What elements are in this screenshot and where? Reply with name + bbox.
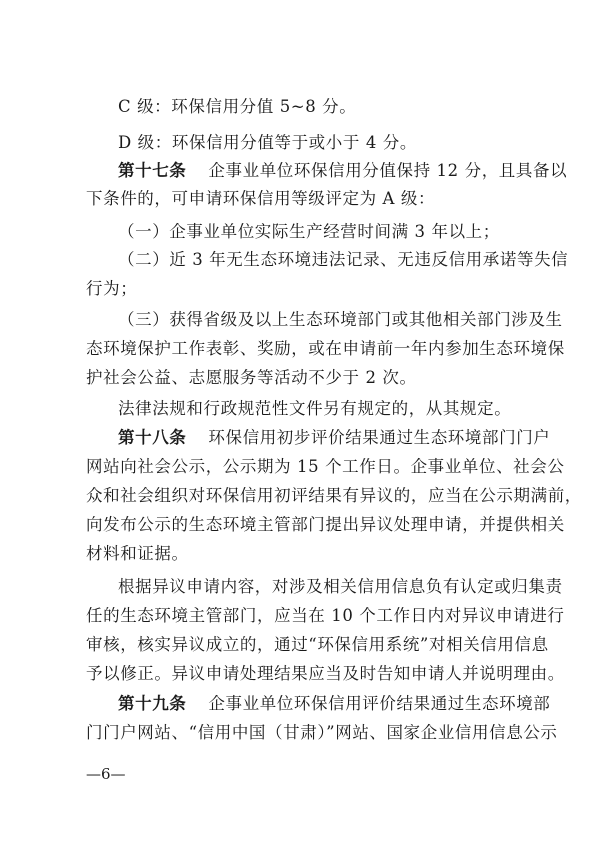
article-17-text: 企事业单位环保信用分值保持 12 分，且具备以	[208, 161, 568, 180]
paragraph-line: 下条件的，可申请环保信用等级评定为 A 级：	[86, 189, 436, 208]
paragraph-line: 众和社会组织对环保信用初评结果有异议的，应当在公示期满前，	[86, 486, 582, 505]
paragraph-line: 根据异议申请内容，对涉及相关信用信息负有认定或归集责	[118, 577, 563, 596]
article-17-line	[118, 161, 567, 181]
article-19-line	[118, 694, 550, 714]
article-19-text: 企事业单位环保信用评价结果通过生态环境部	[208, 694, 551, 713]
list-item-2: （二）近 3 年无生态环境违法记录、无违反信用承诺等失信	[118, 250, 569, 269]
article-18-heading: 第十八条	[118, 428, 187, 447]
paragraph-line: 材料和证据。	[86, 544, 189, 563]
paragraph-line: 网站向社会公示，公示期为 15 个工作日。企事业单位、社会公	[86, 457, 565, 476]
article-18-line	[118, 428, 550, 448]
paragraph-line: 行为；	[86, 279, 138, 298]
page-number: —6—	[86, 765, 126, 783]
paragraph-line: 法律法规和行政规范性文件另有规定的，从其规定。	[118, 399, 512, 418]
list-item-1: （一）企事业单位实际生产经营时间满 3 年以上；	[118, 222, 500, 241]
paragraph-line: 向发布公示的生态环境主管部门提出异议处理申请，并提供相关	[86, 515, 565, 534]
paragraph-line: 态环境保护工作表彰、奖励，或在申请前一年内参加生态环境保	[86, 339, 565, 358]
list-item-3: （三）获得省级及以上生态环境部门或其他相关部门涉及生	[118, 310, 563, 329]
article-19-heading: 第十九条	[118, 694, 187, 713]
paragraph-line: 任的生态环境主管部门，应当在 10 个工作日内对异议申请进行	[86, 606, 565, 625]
article-17-heading: 第十七条	[118, 161, 187, 180]
paragraph-line: 门门户网站、“信用中国（甘肃）”网站、国家企业信用信息公示	[86, 723, 558, 742]
article-18-text: 环保信用初步评价结果通过生态环境部门门户	[208, 428, 551, 447]
paragraph-line: 审核，核实异议成立的，通过“环保信用系统”对相关信用信息	[86, 635, 549, 654]
paragraph-line: C 级：环保信用分值 5~8 分。	[118, 97, 357, 116]
paragraph-line: 予以修正。异议申请处理结果应当及时告知申请人并说明理由。	[86, 664, 565, 683]
paragraph-line: 护社会公益、志愿服务等活动不少于 2 次。	[86, 368, 417, 387]
paragraph-line: D 级：环保信用分值等于或小于 4 分。	[118, 133, 417, 152]
